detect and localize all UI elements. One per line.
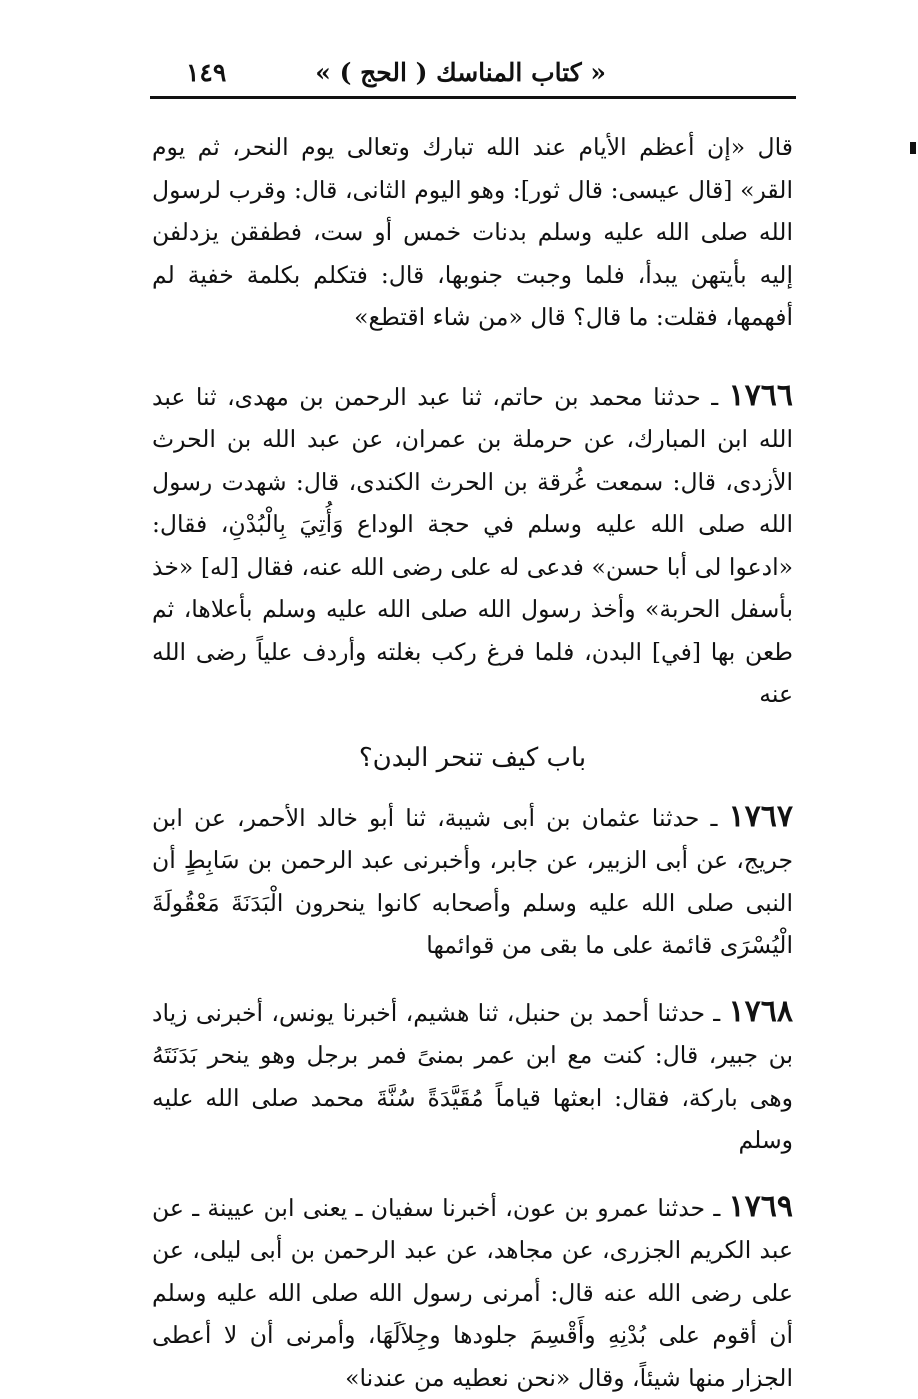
margin-mark <box>910 142 916 154</box>
hadith-1767 <box>152 796 793 967</box>
hadith-number: ١٧٦٧ <box>729 799 793 834</box>
paragraph-continuation: قال «إن أعظم الأيام عند الله تبارك وتعالى يوم النحر، ثم يوم القر» [قال عيسى: قال ثور]: وهو اليوم الثانى، قال: وقرب لرسول الله صلى الله عليه وسلم بدنات خمس أو ست، فطفقن يزدلفن إليه بأيتهن يبدأ، فلما وجبت جنوبها، قال: فتكلم بكلمة خفية لم أفهمها، فقلت: ما قال؟ قال «من شاء اقتطع» <box>152 126 793 339</box>
hadith-number: ١٧٦٨ <box>729 994 793 1029</box>
hadith-1766 <box>152 375 793 716</box>
page-header <box>150 52 796 96</box>
hadith-number: ١٧٦٦ <box>729 378 793 413</box>
hadith-text: ـ حدثنا أحمد بن حنبل، ثنا هشيم، أخبرنا يونس، أخبرنى زياد بن جبير، قال: كنت مع ابن عمر بمنىً فمر برجل وهو ينحر بَدَنَتَهُ وهى باركة، فقال: ابعثها قياماً مُقَيَّدَةً سُنَّةَ محمد صلى الله عليه وسلم <box>152 999 793 1155</box>
page-number: ١٤٩ <box>186 58 226 87</box>
hadith-text: ـ حدثنا محمد بن حاتم، ثنا عبد الرحمن بن مهدى، ثنا عبد الله ابن المبارك، عن حرملة بن عمران، عن عبد الله بن الحرث الأزدى، قال: سمعت غُرقة بن الحرث الكندى، قال: شهدت رسول الله صلى الله عليه وسلم في حجة الوداع وَأُتِيَ بِالْبُدْنِ، فقال: «ادعوا لى أبا حسن» فدعى له على رضى الله عنه، فقال [له] «خذ بأسفل الحربة» وأخذ رسول الله صلى الله عليه وسلم بأعلاها، ثم طعن بها [في] البدن، فلما فرغ ركب بغلته وأردف علياً رضى الله عنه <box>152 383 793 709</box>
hadith-text: ـ حدثنا عثمان بن أبى شيبة، ثنا أبو خالد الأحمر، عن ابن جريج، عن أبى الزبير، عن جابر، وأخبرنى عبد الرحمن بن سَابِطٍ أن النبى صلى الله عليه وسلم وأصحابه كانوا ينحرون الْبَدَنَةَ مَعْقُولَةَ الْيُسْرَى قائمة على ما بقى من قوائمها <box>152 804 793 960</box>
hadith-1768 <box>152 991 793 1162</box>
header-rule <box>150 96 796 99</box>
hadith-1769 <box>152 1186 793 1399</box>
chapter-heading: باب كيف تنحر البدن؟ <box>152 738 793 778</box>
page-body <box>152 126 793 1399</box>
running-title: « كتاب المناسك ( الحج ) » <box>315 58 606 87</box>
hadith-number: ١٧٦٩ <box>729 1189 793 1224</box>
hadith-text: ـ حدثنا عمرو بن عون، أخبرنا سفيان ـ يعنى ابن عيينة ـ عن عبد الكريم الجزرى، عن مجاهد، عن عبد الرحمن بن أبى ليلى، عن على رضى الله عنه قال: أمرنى رسول الله صلى الله عليه وسلم أن أقوم على بُدْنِهِ وأَقْسِمَ جلودها وجِلاَلَهَا، وأمرنى أن لا أعطى الجزار منها شيئاً، وقال «نحن نعطيه من عندنا» <box>152 1194 793 1392</box>
